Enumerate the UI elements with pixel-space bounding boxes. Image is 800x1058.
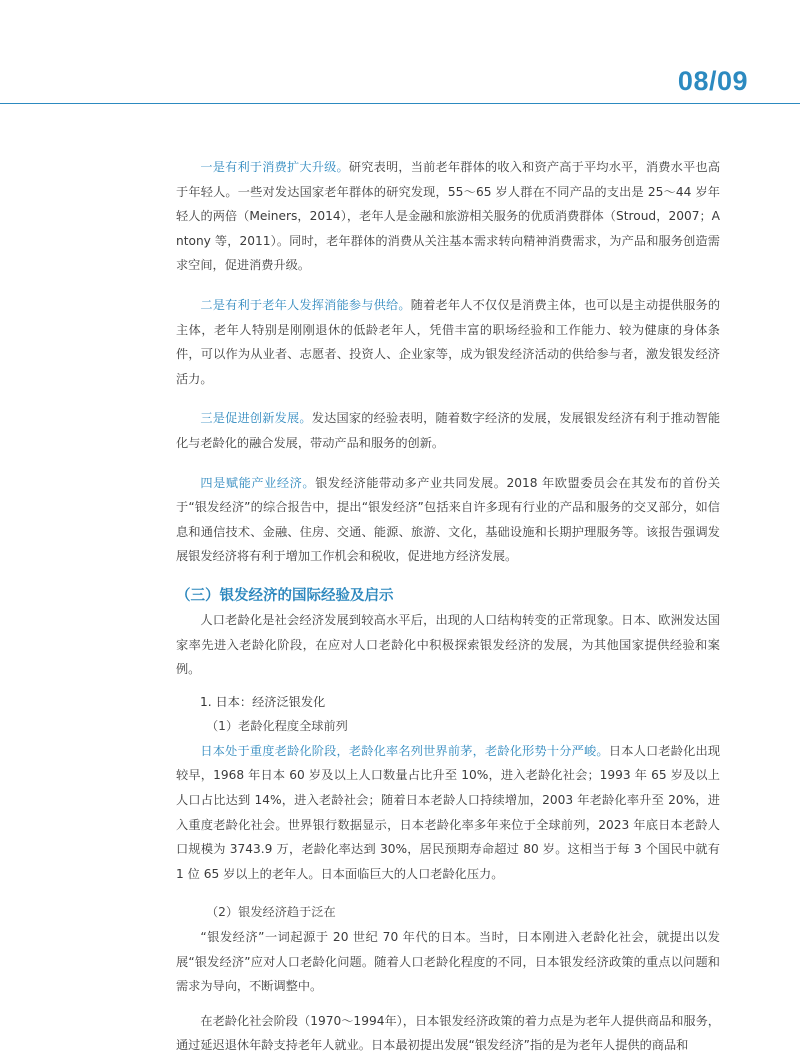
paragraph-text <box>176 406 720 455</box>
paragraph-silver-stage: 在老龄化社会阶段（1970～1994年），日本银发经济政策的着力点是为老年人提供商品和服务，通过延迟退休年龄支持老年人就业。日本最初提出发展“银发经济”指的是为老年人提供的商品和 <box>176 1013 720 1053</box>
paragraph-lead: 日本处于重度老龄化阶段，老龄化率名列世界前茅，老龄化形势十分严峻。 <box>200 743 609 758</box>
paragraph-body: 发达国家的经验表明，随着数字经济的发展，发展银发经济有利于推动智能化与老龄化的融合发展，带动产品和服务的创新。 <box>176 411 721 450</box>
section-heading: （三）银发经济的国际经验及启示 <box>176 587 394 604</box>
paragraph-text <box>176 293 720 391</box>
paragraph-industry <box>176 471 720 569</box>
paragraph-text <box>176 155 720 278</box>
paragraph-lead: 二是有利于老年人发挥消能参与供给。 <box>200 297 411 312</box>
paragraph-aging-level <box>176 739 720 887</box>
subsection-heading-japan: 1. 日本：经济泛银发化 <box>200 694 326 709</box>
header-divider <box>0 103 800 104</box>
paragraph-silver-origin: “银发经济”一词起源于 20 世纪 70 年代的日本。当时，日本刚进入老龄化社会，就提出以发展“银发经济”应对人口老龄化问题。随着人口老龄化程度的不同，日本银发经济政策的重点以问题和需求为导向，不断调整中。 <box>176 930 720 994</box>
paragraph-supply <box>176 293 720 391</box>
paragraph-text <box>176 471 720 569</box>
paragraph-body: 研究表明，当前老年群体的收入和资产高于平均水平，消费水平也高于年轻人。一些对发达国家老年群体的研究发现，55～65 岁人群在不同产品的支出是 25～44 岁年轻人的两倍（Meiners，2014），老年人是金融和旅游相关服务的优质消费群体（Stroud，2007；Antony 等，2011）。同时，老年群体的消费从关注基本需求转向精神消费需求，为产品和服务创造需求空间，促进消费升级。 <box>176 160 721 273</box>
paragraph-body: 日本人口老龄化出现较早，1968 年日本 60 岁及以上人口数量占比升至 10%，进入老龄化社会；1993 年 65 岁及以上人口占比达到 14%，进入老龄社会；随着日本老龄人口持续增加，2003 年老龄化率升至 20%，进入重度老龄化社会。世界银行数据显示，日本老龄化率多年来位于全球前列，2023 年底日本老龄人口规模为 3743.9 万，老龄化率达到 30%，居民预期寿命超过 80 岁。这相当于每 3 个国民中就有 1 位 65 岁以上的老年人。日本面临巨大的人口老龄化压力。 <box>176 743 721 881</box>
paragraph-consumption <box>176 155 720 278</box>
item-heading-silver-economy: （2）银发经济趋于泛在 <box>206 905 336 920</box>
document-body <box>176 155 720 1058</box>
paragraph-body: 随着老年人不仅仅是消费主体，也可以是主动提供服务的主体，老年人特别是刚刚退休的低龄老年人，凭借丰富的职场经验和工作能力、较为健康的身体条件，可以作为从业者、志愿者、投资人、企业家等，成为银发经济活动的供给参与者，激发银发经济活力。 <box>176 297 721 386</box>
paragraph-lead: 四是赋能产业经济。 <box>200 475 316 490</box>
page-number: 08/09 <box>677 66 748 96</box>
section-intro: 人口老龄化是社会经济发展到较高水平后，出现的人口结构转变的正常现象。日本、欧洲发达国家率先进入老龄化阶段，在应对人口老龄化中积极探索银发经济的发展，为其他国家提供经验和案例。 <box>176 612 720 677</box>
paragraph-body: 银发经济能带动多产业共同发展。2018 年欧盟委员会在其发布的首份关于“银发经济”的综合报告中，提出“银发经济”包括来自许多现有行业的产品和服务的交叉部分，如信息和通信技术、金融、住房、交通、能源、旅游、文化，基础设施和长期护理服务等。该报告强调发展银发经济将有利于增加工作机会和税收，促进地方经济发展。 <box>176 475 721 564</box>
paragraph-lead: 一是有利于消费扩大升级。 <box>200 160 349 174</box>
item-heading-aging-level: （1）老龄化程度全球前列 <box>206 719 348 734</box>
paragraph-lead: 三是促进创新发展。 <box>200 411 312 426</box>
paragraph-innovation <box>176 406 720 455</box>
